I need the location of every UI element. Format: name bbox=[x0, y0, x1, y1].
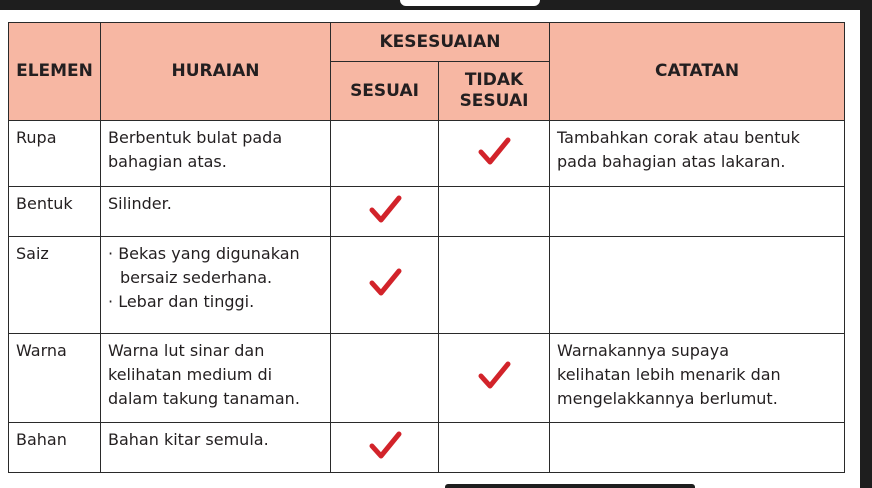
cell-elemen: Saiz bbox=[9, 237, 101, 334]
huraian-line: dalam takung tanaman. bbox=[108, 389, 300, 408]
evaluation-table bbox=[8, 22, 845, 473]
huraian-line: Berbentuk bulat pada bbox=[108, 128, 283, 147]
cell-elemen: Rupa bbox=[9, 121, 101, 187]
page-frame-notch bbox=[400, 0, 540, 6]
cell-sesuai bbox=[331, 187, 439, 237]
bullet-text: Bekas yang digunakan bersaiz sederhana. bbox=[118, 244, 300, 287]
header-tidak-label: TIDAK bbox=[464, 70, 524, 90]
catatan-line: pada bahagian atas lakaran. bbox=[557, 152, 786, 171]
cell-catatan bbox=[550, 121, 845, 187]
check-icon bbox=[477, 135, 511, 169]
bullet-text: Lebar dan tinggi. bbox=[118, 292, 255, 311]
cell-catatan bbox=[550, 237, 845, 334]
huraian-line: kelihatan medium di bbox=[108, 365, 273, 384]
cell-huraian bbox=[101, 423, 331, 473]
page-frame-right bbox=[860, 0, 872, 488]
cell-sesuai bbox=[331, 121, 439, 187]
header-tidak-sesuai bbox=[439, 62, 550, 121]
header-elemen: ELEMEN bbox=[9, 23, 101, 121]
header-kesesuaian: KESESUAIAN bbox=[331, 23, 550, 62]
page-frame-bottom bbox=[445, 484, 695, 488]
header-sesuai: SESUAI bbox=[331, 62, 439, 121]
cell-sesuai bbox=[331, 423, 439, 473]
header-huraian: HURAIAN bbox=[101, 23, 331, 121]
cell-tidak-sesuai bbox=[439, 334, 550, 423]
cell-elemen: Bentuk bbox=[9, 187, 101, 237]
cell-elemen: Warna bbox=[9, 334, 101, 423]
cell-catatan bbox=[550, 334, 845, 423]
table-row bbox=[9, 237, 845, 334]
check-icon bbox=[477, 359, 511, 393]
table-row bbox=[9, 121, 845, 187]
cell-huraian bbox=[101, 334, 331, 423]
cell-tidak-sesuai bbox=[439, 187, 550, 237]
bullet-dot: · bbox=[108, 244, 114, 263]
catatan-line: Tambahkan corak atau bentuk bbox=[557, 128, 800, 147]
header-tidak-sesuai-label: SESUAI bbox=[459, 91, 529, 111]
cell-tidak-sesuai bbox=[439, 237, 550, 334]
huraian-line: bahagian atas. bbox=[108, 152, 227, 171]
huraian-bullet bbox=[108, 242, 324, 290]
catatan-line: kelihatan lebih menarik dan bbox=[557, 365, 781, 384]
check-icon bbox=[368, 429, 402, 463]
huraian-line: Warna lut sinar dan bbox=[108, 341, 265, 360]
cell-elemen: Bahan bbox=[9, 423, 101, 473]
catatan-line: Warnakannya supaya bbox=[557, 341, 729, 360]
catatan-line: mengelakkannya berlumut. bbox=[557, 389, 778, 408]
header-catatan: CATATAN bbox=[550, 23, 845, 121]
cell-huraian bbox=[101, 237, 331, 334]
table-row bbox=[9, 423, 845, 473]
cell-catatan bbox=[550, 423, 845, 473]
cell-huraian bbox=[101, 187, 331, 237]
header-row-1 bbox=[9, 23, 845, 62]
table-row bbox=[9, 187, 845, 237]
cell-tidak-sesuai bbox=[439, 121, 550, 187]
check-icon bbox=[368, 193, 402, 227]
cell-huraian bbox=[101, 121, 331, 187]
cell-tidak-sesuai bbox=[439, 423, 550, 473]
huraian-line: Silinder. bbox=[108, 194, 172, 213]
check-icon bbox=[368, 266, 402, 300]
bullet-dot: · bbox=[108, 292, 114, 311]
table-row bbox=[9, 334, 845, 423]
huraian-line: Bahan kitar semula. bbox=[108, 430, 269, 449]
huraian-bullet bbox=[108, 290, 324, 314]
cell-sesuai bbox=[331, 237, 439, 334]
cell-sesuai bbox=[331, 334, 439, 423]
cell-catatan bbox=[550, 187, 845, 237]
